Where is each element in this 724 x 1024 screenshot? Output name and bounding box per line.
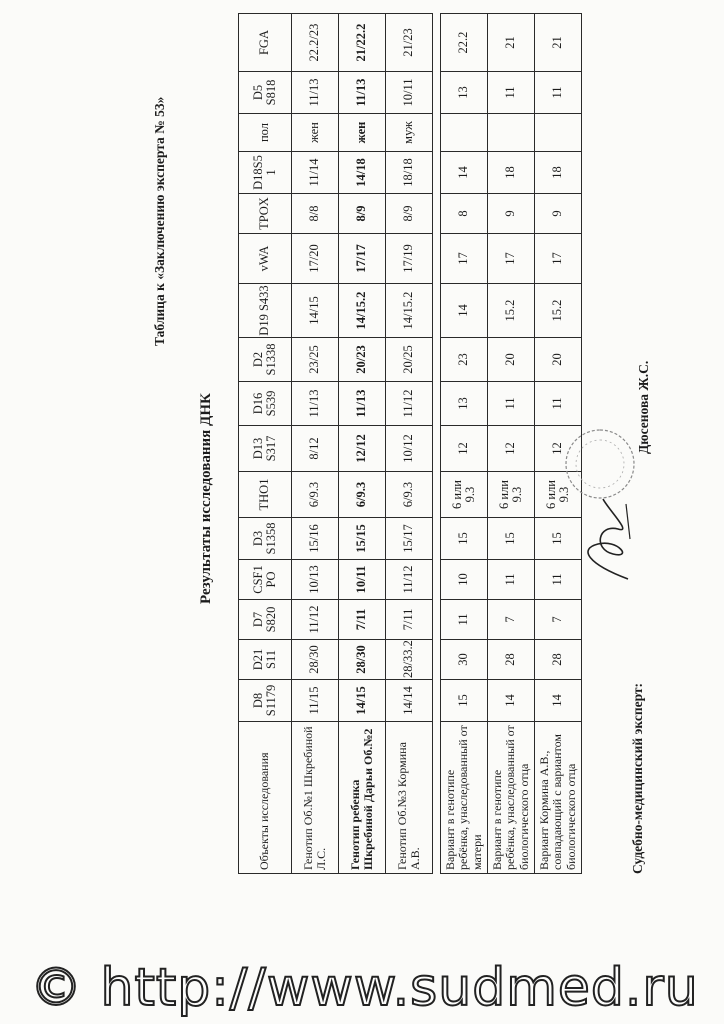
- variant-cell: 11: [488, 72, 535, 114]
- genotype-cell: 11/13: [339, 72, 386, 114]
- genotype-row: [386, 14, 433, 874]
- column-header-locus: D19 S433: [239, 284, 292, 338]
- genotype-cell: 28/30: [292, 640, 339, 680]
- genotype-cell: 10/12: [386, 426, 433, 472]
- genotype-row: [292, 14, 339, 874]
- genotype-cell: 23/25: [292, 338, 339, 382]
- variant-cell: 21: [535, 14, 582, 72]
- gap-cell: [433, 14, 441, 72]
- gap-cell: [433, 640, 441, 680]
- variant-cell: 15: [441, 680, 488, 722]
- genotype-cell: 8/9: [386, 194, 433, 234]
- variant-cell: 12: [441, 426, 488, 472]
- variant-cell: 6 или 9.3: [488, 472, 535, 518]
- variant-cell: 17: [441, 234, 488, 284]
- gap-cell: [433, 152, 441, 194]
- column-header-locus: D2 S1338: [239, 338, 292, 382]
- variant-cell: 22.2: [441, 14, 488, 72]
- genotype-cell: 14/15: [292, 284, 339, 338]
- genotype-cell: 17/20: [292, 234, 339, 284]
- column-header-locus: vWA: [239, 234, 292, 284]
- row-label: Генотип Об.№1 Шкребиной Л.С.: [292, 722, 339, 874]
- gap-cell: [433, 234, 441, 284]
- genotype-cell: 7/11: [339, 600, 386, 640]
- watermark-text: © http://www.sudmed.ru: [30, 958, 699, 1018]
- variant-cell: 23: [441, 338, 488, 382]
- column-header-locus: D18S5 1: [239, 152, 292, 194]
- genotype-cell: муж: [386, 114, 433, 152]
- column-header-locus: D16 S539: [239, 382, 292, 426]
- variant-cell: 6 или 9.3: [441, 472, 488, 518]
- dna-results-table: [238, 13, 582, 874]
- variant-cell: 15.2: [535, 284, 582, 338]
- genotype-cell: 20/25: [386, 338, 433, 382]
- variant-cell: 15.2: [488, 284, 535, 338]
- genotype-cell: 14/15: [339, 680, 386, 722]
- variant-cell: 15: [441, 518, 488, 560]
- variant-cell: 18: [488, 152, 535, 194]
- gap-cell: [433, 680, 441, 722]
- gap-cell: [433, 284, 441, 338]
- genotype-cell: 8/12: [292, 426, 339, 472]
- genotype-cell: 21/22.2: [339, 14, 386, 72]
- row-label: Вариант в генотипе ребёнка, унаследованный от матери: [441, 722, 488, 874]
- variant-cell: 13: [441, 382, 488, 426]
- gap-cell: [433, 472, 441, 518]
- variant-cell: 17: [488, 234, 535, 284]
- genotype-cell: 6/9.3: [386, 472, 433, 518]
- gap-cell: [433, 194, 441, 234]
- genotype-cell: 20/23: [339, 338, 386, 382]
- genotype-cell: 14/15.2: [386, 284, 433, 338]
- expert-name: Дюсенова Ж.С.: [636, 360, 651, 454]
- genotype-cell: жен: [292, 114, 339, 152]
- stamp-image: [560, 424, 640, 504]
- genotype-cell: 8/8: [292, 194, 339, 234]
- variant-cell: 11: [535, 382, 582, 426]
- genotype-cell: 15/17: [386, 518, 433, 560]
- variant-cell: 28: [535, 640, 582, 680]
- column-header-locus: D5 S818: [239, 72, 292, 114]
- genotype-cell: 21/23: [386, 14, 433, 72]
- column-header-locus: пол: [239, 114, 292, 152]
- variant-cell: 15: [535, 518, 582, 560]
- gap-cell: [433, 426, 441, 472]
- variant-cell: 11: [535, 72, 582, 114]
- genotype-row: [339, 14, 386, 874]
- variant-cell: 13: [441, 72, 488, 114]
- variant-cell: 11: [535, 560, 582, 600]
- variant-cell: 11: [488, 382, 535, 426]
- variant-cell: 20: [535, 338, 582, 382]
- variant-cell: 21: [488, 14, 535, 72]
- variant-cell: 7: [535, 600, 582, 640]
- column-header-locus: D13 S317: [239, 426, 292, 472]
- variant-cell: 14: [488, 680, 535, 722]
- genotype-cell: 17/19: [386, 234, 433, 284]
- variant-cell: 9: [488, 194, 535, 234]
- genotype-cell: 11/13: [292, 72, 339, 114]
- variant-cell: 11: [488, 560, 535, 600]
- genotype-cell: 28/30: [339, 640, 386, 680]
- genotype-cell: 11/12: [386, 560, 433, 600]
- gap-cell: [433, 338, 441, 382]
- variant-cell: 15: [488, 518, 535, 560]
- column-header-locus: D8 S1179: [239, 680, 292, 722]
- variant-cell: 9: [535, 194, 582, 234]
- variant-cell: 17: [535, 234, 582, 284]
- variant-cell: 18: [535, 152, 582, 194]
- variant-cell: 14: [535, 680, 582, 722]
- column-header-locus: THO1: [239, 472, 292, 518]
- gap-cell: [433, 518, 441, 560]
- variant-cell: 20: [488, 338, 535, 382]
- genotype-cell: 14/18: [339, 152, 386, 194]
- genotype-cell: 11/13: [339, 382, 386, 426]
- column-header-locus: FGA: [239, 14, 292, 72]
- column-header-locus: D3 S1358: [239, 518, 292, 560]
- genotype-cell: 6/9.3: [292, 472, 339, 518]
- genotype-cell: 7/11: [386, 600, 433, 640]
- gap-cell: [433, 600, 441, 640]
- genotype-cell: 10/11: [386, 72, 433, 114]
- genotype-cell: 10/13: [292, 560, 339, 600]
- column-header-locus: TPOX: [239, 194, 292, 234]
- variant-cell: 11: [441, 600, 488, 640]
- document-title: Результаты исследования ДНК: [198, 393, 214, 604]
- row-label: Генотип Об.№3 Кормина А.В.: [386, 722, 433, 874]
- column-header-locus: D7 S820: [239, 600, 292, 640]
- genotype-cell: 11/13: [292, 382, 339, 426]
- variant-cell: [441, 114, 488, 152]
- genotype-cell: 28/33.2: [386, 640, 433, 680]
- gap-cell: [433, 114, 441, 152]
- variant-cell: 7: [488, 600, 535, 640]
- genotype-cell: 11/12: [292, 600, 339, 640]
- gap-cell: [433, 560, 441, 600]
- genotype-cell: 17/17: [339, 234, 386, 284]
- genotype-cell: 15/15: [339, 518, 386, 560]
- genotype-cell: 12/12: [339, 426, 386, 472]
- variant-row: [488, 14, 535, 874]
- genotype-cell: 15/16: [292, 518, 339, 560]
- row-label: Вариант в генотипе ребёнка, унаследованный от биологического отца: [488, 722, 535, 874]
- table-header-row: [239, 14, 292, 874]
- variant-cell: [488, 114, 535, 152]
- gap-cell: [433, 72, 441, 114]
- table-gap-row: [433, 14, 441, 874]
- variant-cell: 6 или 9.3: [535, 472, 582, 518]
- genotype-cell: 14/15.2: [339, 284, 386, 338]
- row-label: Вариант Кормина А.В., совпадающий с вариантом биологического отца: [535, 722, 582, 874]
- genotype-cell: 22.2/23: [292, 14, 339, 72]
- expert-label: Судебно-медицинский эксперт:: [630, 682, 645, 874]
- appendix-caption: Таблица к «Заключению эксперта № 53»: [152, 96, 167, 346]
- variant-cell: 14: [441, 284, 488, 338]
- variant-cell: 14: [441, 152, 488, 194]
- variant-cell: 8: [441, 194, 488, 234]
- variant-cell: 12: [488, 426, 535, 472]
- genotype-cell: 8/9: [339, 194, 386, 234]
- row-label: Генотип ребенка Шкребиной Дарьи Об.№2: [339, 722, 386, 874]
- genotype-cell: жен: [339, 114, 386, 152]
- column-header-objects: Объекты исследования: [239, 722, 292, 874]
- variant-cell: 10: [441, 560, 488, 600]
- genotype-cell: 10/11: [339, 560, 386, 600]
- genotype-cell: 11/12: [386, 382, 433, 426]
- variant-cell: 12: [535, 426, 582, 472]
- variant-cell: 28: [488, 640, 535, 680]
- variant-cell: [535, 114, 582, 152]
- column-header-locus: CSF1 PO: [239, 560, 292, 600]
- column-header-locus: D21 S11: [239, 640, 292, 680]
- variant-row: [441, 14, 488, 874]
- genotype-cell: 11/15: [292, 680, 339, 722]
- genotype-cell: 6/9.3: [339, 472, 386, 518]
- genotype-cell: 11/14: [292, 152, 339, 194]
- gap-cell: [433, 722, 441, 874]
- variant-cell: 30: [441, 640, 488, 680]
- gap-cell: [433, 382, 441, 426]
- genotype-cell: 18/18: [386, 152, 433, 194]
- genotype-cell: 14/14: [386, 680, 433, 722]
